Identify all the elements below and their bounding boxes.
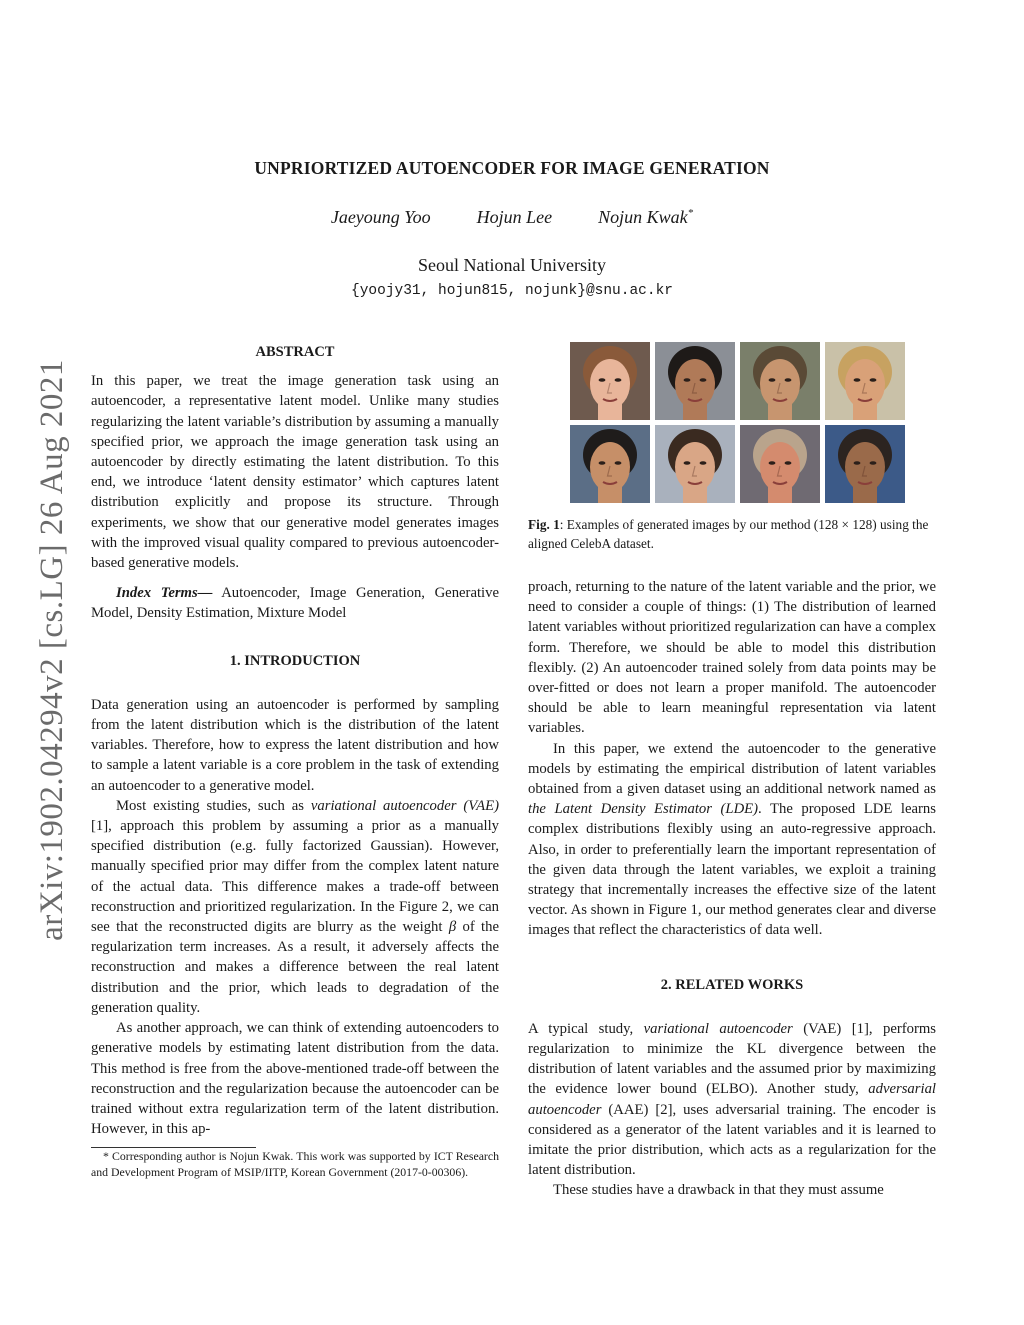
generated-face-image [740, 425, 820, 503]
affiliation: Seoul National University [418, 255, 606, 275]
author-name: Nojun Kwak* [598, 207, 694, 227]
index-terms [91, 583, 499, 623]
intro-paragraph: Data generation using an autoencoder is performed by sampling from the latent distribution which is the distribution of the latent variables. Therefore, how to express the latent distribution and how to sample a latent variable is a core problem in the task of extending an autoencoder to a generative model. [91, 696, 499, 794]
author-name: Jaeyoung Yoo [330, 207, 431, 227]
related-works-heading: 2. RELATED WORKS [660, 976, 804, 993]
author-name: Hojun Lee [476, 207, 553, 227]
generated-face-image [825, 342, 905, 420]
generated-face-image [655, 425, 735, 503]
arxiv-identifier: arXiv:1902.04294v2 [cs.LG] 26 Aug 2021 [34, 359, 70, 941]
left-column [91, 342, 499, 1180]
footnote: * Corresponding author is Nojun Kwak. This work was supported by ICT Research and Development Program of MSIP/IITP, Korean Government (2017-0-00306). [91, 1149, 499, 1180]
generated-face-image [740, 342, 820, 420]
generated-face-image [825, 425, 905, 503]
introduction-heading: 1. INTRODUCTION [229, 652, 361, 669]
abstract-text: In this paper, we treat the image generation task using an autoencoder, a representative latent model. Unlike many studies regularizing the latent variable’s distribution by assuming a manually specified prior, we approach the image generation task using an autoencoder by directly estimating the latent distribution. To this end, we introduce ‘latent density estimator’ which captures latent distribution explicitly and propose its structure. Through experiments, we show that our generative model generates images with the improved visual quality compared to previous autoencoder-based generative models. [91, 373, 499, 572]
related-paragraph: A typical study, variational autoencoder (VAE) [1], performs regularization to minimize the KL divergence between the distribution of latent variables and the assumed prior by maximizing the evidence lower bound (ELBO). Another study, adversarial autoencoder (AAE) [2], uses adversarial training. The encoder is considered as a generator of the latent variables and it is learned to imitate the prior distribution, which acts as a regularization for the latent distribution. [528, 1020, 936, 1179]
author-list [0, 207, 1024, 228]
generated-face-image [570, 342, 650, 420]
body-paragraph: proach, returning to the nature of the latent variable and the prior, we need to consider a couple of things: (1) The distribution of learned latent variables without prioritized regularization can have a complex form. Therefore, we should be able to model this distribution flexibly. (2) An autoencoder trained solely from data points may be over-fitted or does not learn a proper manifold. The autoencoder should be able to learn meaningful representation via latent variables. [528, 579, 936, 737]
figure-label: Fig. 1 [528, 517, 560, 532]
intro-paragraph: As another approach, we can think of extending autoencoders to generative models by estimating latent distribution from the data. This method is free from the above-mentioned trade-off between the reconstruction and the regularization because the autoencoder can be trained without extra regularization term of the latent distribution. However, in this ap- [91, 1020, 499, 1138]
abstract-heading: ABSTRACT [255, 344, 335, 360]
index-terms-text: Autoencoder, Image Generation, Generative Model, Density Estimation, Mixture Model [91, 585, 499, 622]
figure-1 [570, 342, 905, 503]
generated-face-image [655, 342, 735, 420]
figure-caption: Fig. 1: Examples of generated images by our method (128 × 128) using the aligned CelebA dataset. [528, 517, 929, 551]
beta-symbol: β [448, 919, 457, 936]
paper-title: UNPRIORTIZED AUTOENCODER FOR IMAGE GENERATION [254, 158, 770, 178]
index-terms-label: Index Terms— [116, 585, 213, 602]
corresponding-mark: * [687, 207, 694, 219]
right-column [528, 342, 936, 1201]
author-emails: {yoojy31, hojun815, nojunk}@snu.ac.kr [351, 283, 673, 299]
generated-face-image [570, 425, 650, 503]
body-paragraph: In this paper, we extend the autoencoder to the generative models by estimating the empirical distribution of latent variables obtained from a given dataset using an additional network named as the Latent Density Estimator (LDE). The proposed LDE learns complex distributions flexibly using an auto-regressive approach. Also, in order to preferentially learn the important representation of the given data through the latent variables, we exploit a training strategy that incrementally increases the effective size of the latent vector. As shown in Figure 1, our method generates clear and diverse images that reflect the characteristics of data well. [528, 740, 936, 939]
generated-faces-grid [570, 342, 905, 503]
related-paragraph: These studies have a drawback in that they must assume [553, 1182, 884, 1199]
intro-paragraph: Most existing studies, such as variational autoencoder (VAE) [1], approach this problem by assuming a prior as a manually specified distribution (e.g. fully factorized Gaussian). However, manually specified prior may differ from the complex latent nature of the actual data. This difference makes a trade-off between reconstruction and prioritized regularization. In the Figure 2, we can see that the reconstructed digits are blurry as the weight β of the regularization term increases. As a result, it adversely affects the reconstruction and makes a difference between the real latent distribution and the prior, which leads to degradation of the generation quality. [91, 797, 499, 1016]
